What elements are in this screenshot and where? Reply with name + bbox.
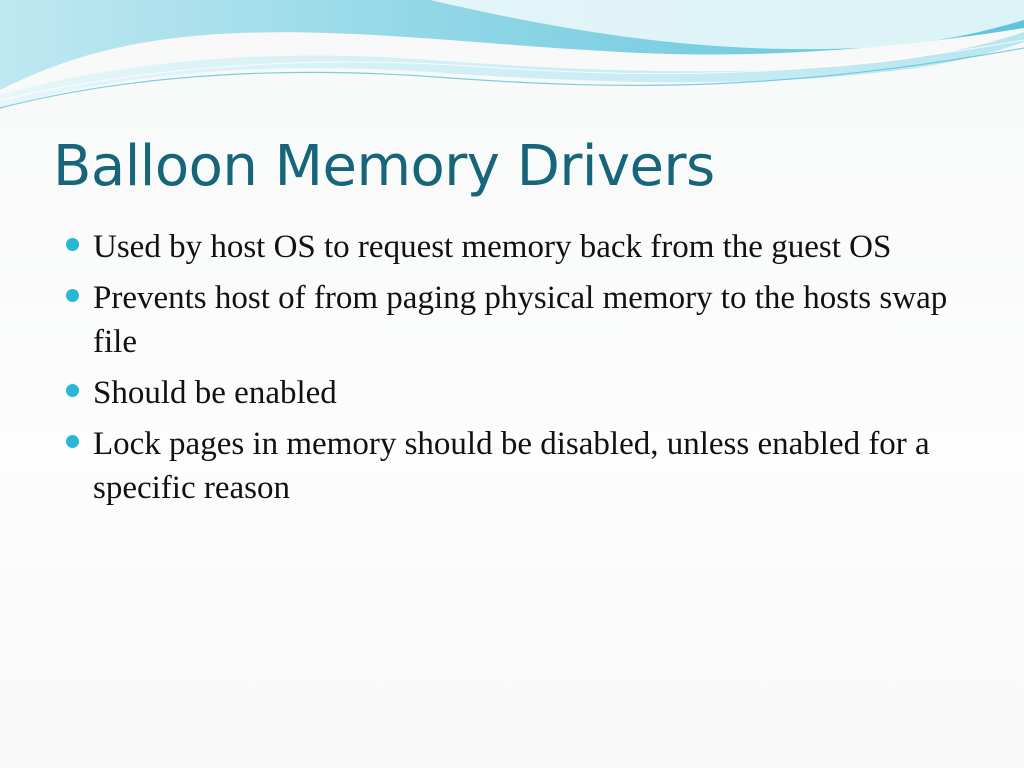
bullet-dot-icon	[66, 435, 79, 448]
bullet-dot-icon	[66, 238, 79, 251]
bullet-item	[63, 225, 963, 269]
bullet-text: Prevents host of from paging physical memory to the hosts swap file	[93, 280, 948, 360]
bullet-dot-icon	[66, 289, 79, 302]
bullet-text: Lock pages in memory should be disabled, unless enabled for a specific reason	[93, 426, 930, 506]
slide-title: Balloon Memory Drivers	[53, 134, 715, 199]
bullet-item	[63, 422, 963, 510]
bullet-list	[63, 225, 963, 517]
bullet-item	[63, 276, 963, 364]
header-wave-decoration	[0, 0, 1024, 130]
bullet-text: Used by host OS to request memory back from the guest OS	[93, 229, 892, 265]
bullet-text: Should be enabled	[93, 375, 337, 411]
bullet-item	[63, 371, 963, 415]
bullet-dot-icon	[66, 384, 79, 397]
